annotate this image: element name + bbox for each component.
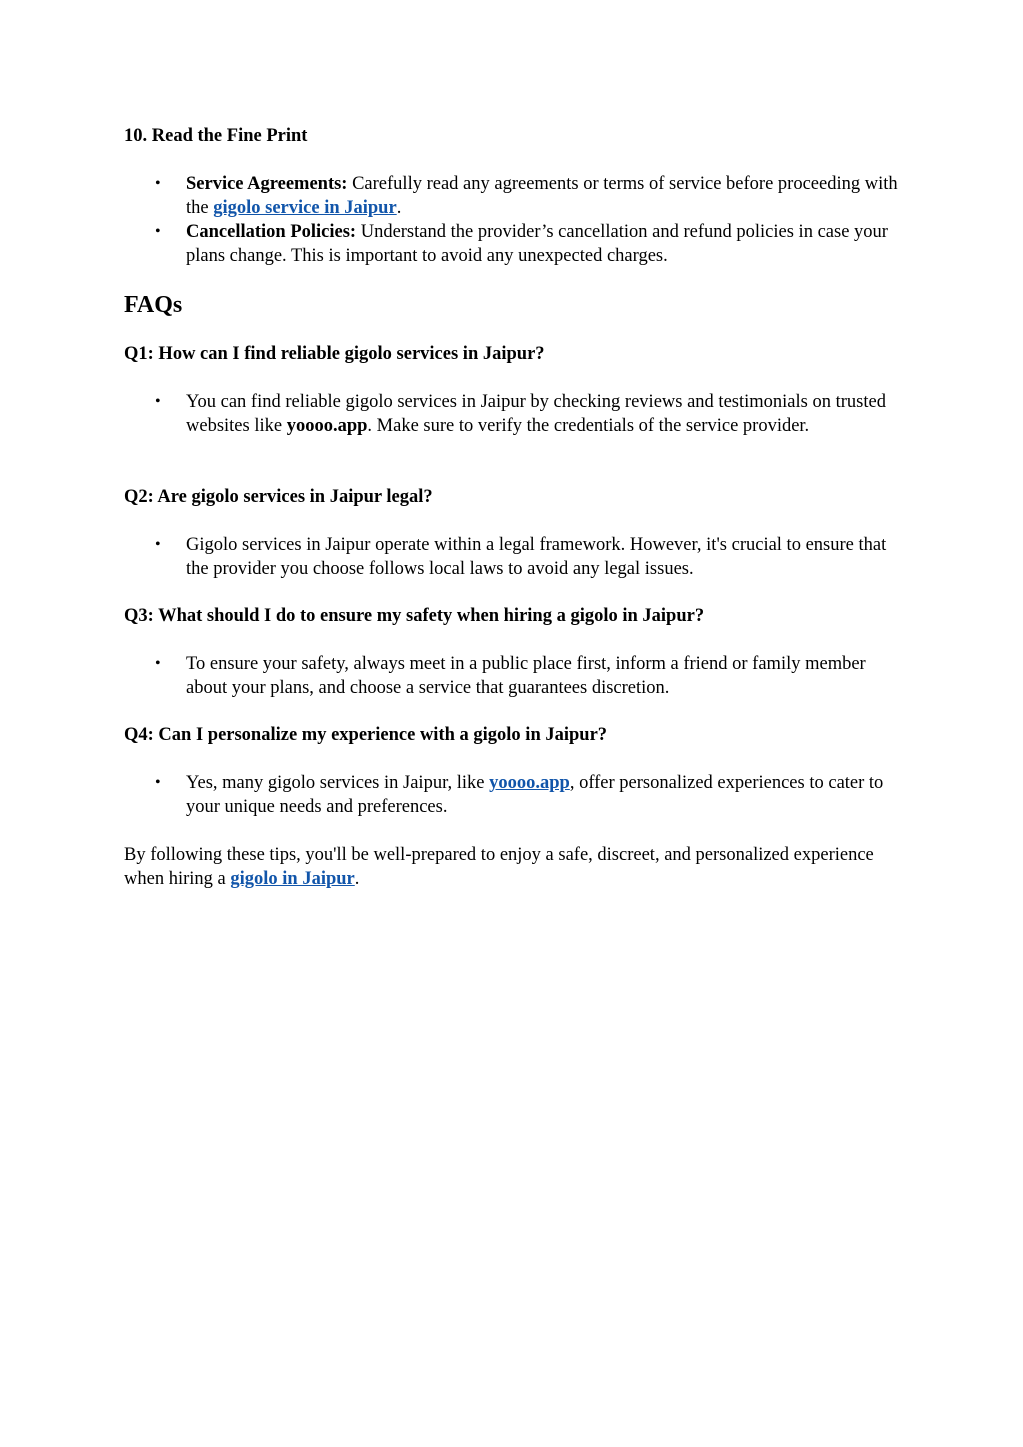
bullet-icon: • (155, 393, 161, 410)
gigolo-in-jaipur-link[interactable]: gigolo in Jaipur (230, 869, 355, 889)
bullet-icon: • (155, 774, 161, 791)
list-item-service-agreements: • Service Agreements: Carefully read any agreements or terms of service before proceeding with the gigolo service in Jaipur. (155, 174, 898, 218)
faq-answer-4: • Yes, many gigolo services in Jaipur, like yoooo.app, offer personalized experiences to cater to your unique needs and preferences. (155, 773, 884, 817)
yoooo-app-bold: yoooo.app (286, 416, 368, 436)
bullet-icon: • (155, 655, 161, 672)
faq-question-1: Q1: How can I find reliable gigolo services in Jaipur? (124, 344, 545, 364)
faq-answer-3: • To ensure your safety, always meet in a public place first, inform a friend or family member about your plans, and choose a service that guarantees discretion. (155, 654, 866, 698)
yoooo-app-link[interactable]: yoooo.app (489, 773, 570, 793)
faq-answer-1: • You can find reliable gigolo services in Jaipur by checking reviews and testimonials on trusted websites like yoooo.app. Make sure to verify the credentials of the service provider. (155, 392, 886, 436)
item-label: Cancellation Policies: (186, 222, 357, 242)
faq-answer-2: • Gigolo services in Jaipur operate within a legal framework. However, it's crucial to ensure that the provider you choose follows local laws to avoid any legal issues. (155, 535, 887, 579)
gigolo-service-link[interactable]: gigolo service in Jaipur (213, 198, 397, 218)
faq-question-3: Q3: What should I do to ensure my safety when hiring a gigolo in Jaipur? (124, 606, 705, 626)
fine-print-list (124, 172, 904, 268)
list-item-cancellation-policies: • Cancellation Policies: Understand the provider’s cancellation and refund policies in case your plans change. This is important to avoid any unexpected charges. (155, 222, 888, 266)
faq-answer-list-4 (124, 771, 904, 819)
faq-answer-list-2 (124, 533, 904, 581)
faqs-heading: FAQs (124, 292, 183, 318)
faq-question-2: Q2: Are gigolo services in Jaipur legal? (124, 487, 433, 507)
faq-answer-list-1 (124, 390, 904, 438)
faq-question-4: Q4: Can I personalize my experience with a gigolo in Jaipur? (124, 725, 608, 745)
section-heading-fine-print: 10. Read the Fine Print (124, 126, 308, 146)
bullet-icon: • (155, 175, 161, 192)
bullet-icon: • (155, 223, 161, 240)
bullet-icon: • (155, 536, 161, 553)
item-label: Service Agreements: (186, 174, 348, 194)
closing-paragraph: By following these tips, you'll be well-prepared to enjoy a safe, discreet, and personalized experience when hiring a gigolo in Jaipur. (124, 845, 874, 889)
faq-answer-list-3 (124, 652, 904, 700)
